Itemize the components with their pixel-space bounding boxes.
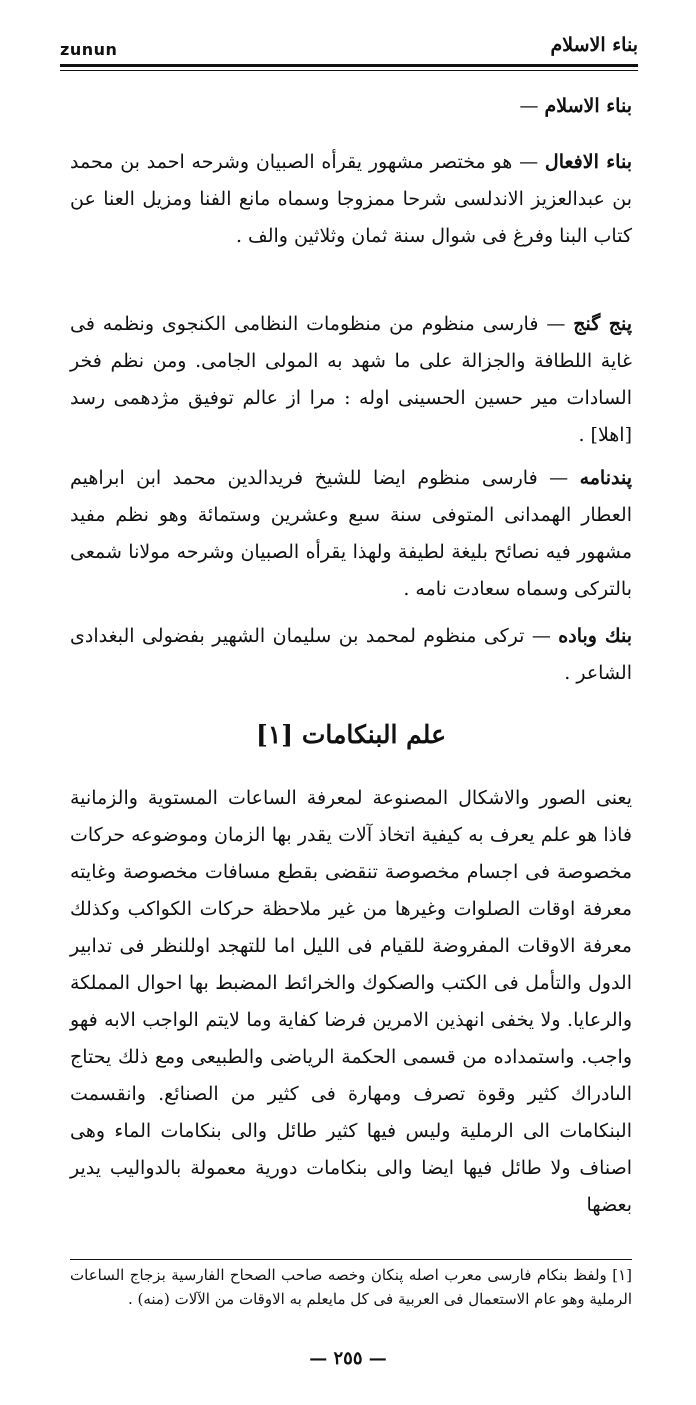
entry-bina-islam: [70, 88, 632, 125]
header-title: بناء الاسلام: [550, 34, 638, 56]
entry-text: —: [519, 95, 545, 117]
entry-bina-afal: [70, 144, 632, 255]
entry-title: بناء الاسلام: [544, 95, 632, 117]
entry-title: بناء الافعال: [544, 151, 632, 173]
entry-title: پنج گنج: [573, 313, 632, 335]
entry-penj-genj: [70, 306, 632, 454]
running-header: [60, 34, 638, 64]
entry-text: — فارسى منظوم ايضا للشيخ فريدالدين محمد ابن ابراهيم العطار الهمدانى المتوفى سنة سبع وعشرين وستمائة وهو نظم مفيد مشهور فيه نصائح بليغة لطيفة ولهذا يقرأه الصبيان وشرحه مولانا شمعى بالتركى وسماه سعادت نامه .: [70, 467, 632, 600]
entry-title: بنك وباده: [558, 625, 632, 647]
entry-pendname: [70, 460, 632, 608]
entry-text: — تركى منظوم لمحمد بن سليمان الشهير بفضولى البغدادى الشاعر .: [70, 625, 632, 684]
entry-title: پندنامه: [579, 467, 632, 489]
footnote: [70, 1263, 632, 1311]
section-title: علم البنكامات [١]: [256, 720, 446, 749]
entry-text: — فارسى منظوم من منظومات النظامى الكنجوى ونظمه فى غاية اللطافة والجزالة على ما شهد به المولى الجامى. ومن نظم فخر السادات مير حسين الحسينى اوله : مرا از عالم توفيق مژدهمى رسد [اهلا] .: [70, 313, 632, 446]
entry-beng-bade: [70, 618, 632, 692]
header-rule-thick: [60, 64, 638, 67]
entry-text: — هو مختصر مشهور يقرأه الصبيان وشرحه احمد بن محمد بن عبدالعزيز الاندلسى شرحا ممزوجا وسماه مانع الفنا ومزيل العنا عن كتاب البنا وفرغ فى شوال سنة ثمان وثلاثين والف .: [70, 151, 632, 247]
footnote-text: [١] ولفظ بنكام فارسى معرب اصله پنكان وخصه صاحب الصحاح الفارسية بزجاج الساعات الرملية وهو عام الاستعمال فى العربية فى كل مايعلم به الاوقات من الآلات (منه) .: [70, 1266, 632, 1308]
header-rule-thin: [60, 70, 638, 71]
header-left-text: zunun: [60, 40, 118, 59]
section-paragraph: يعنى الصور والاشكال المصنوعة لمعرفة الساعات المستوية والزمانية فاذا هو علم يعرف به كيفية اتخاذ آلات يقدر بها الزمان وموضوعه حركات مخصوصة فى اجسام مخصوصة تنقضى بقطع مسافات مخصوصة وغايته معرفة اوقات الصلوات وغيرها من غير ملاحظة حركات الكواكب وكذلك معرفة الاوقات المفروضة للقيام فى الليل اما للتهجد اوللنظر فى تدابير الدول والتأمل فى الكتب والصكوك والخرائط المضبط بها احوال المملكة والرعايا. ولا يخفى انهذين الامرين فرضا كفاية وما لايتم الواجب الابه فهو واجب. واستمداده من قسمى الحكمة الرياضى والطبيعى ومع ذلك يحتاج الىادراك كثير وقوة تصرف ومهارة فى كثير من الصنائع. وانقسمت البنكامات الى الرملية وليس فيها كثير طائل والى بنكامات الماء وهى اصناف ولا طائل فيها ايضا والى بنكامات دورية معمولة بالدواليب يدير بعضها: [70, 787, 632, 1216]
page-number: — ٢٥٥ —: [309, 1348, 387, 1369]
section-body: [70, 780, 632, 1224]
footnote-rule: [70, 1259, 632, 1260]
